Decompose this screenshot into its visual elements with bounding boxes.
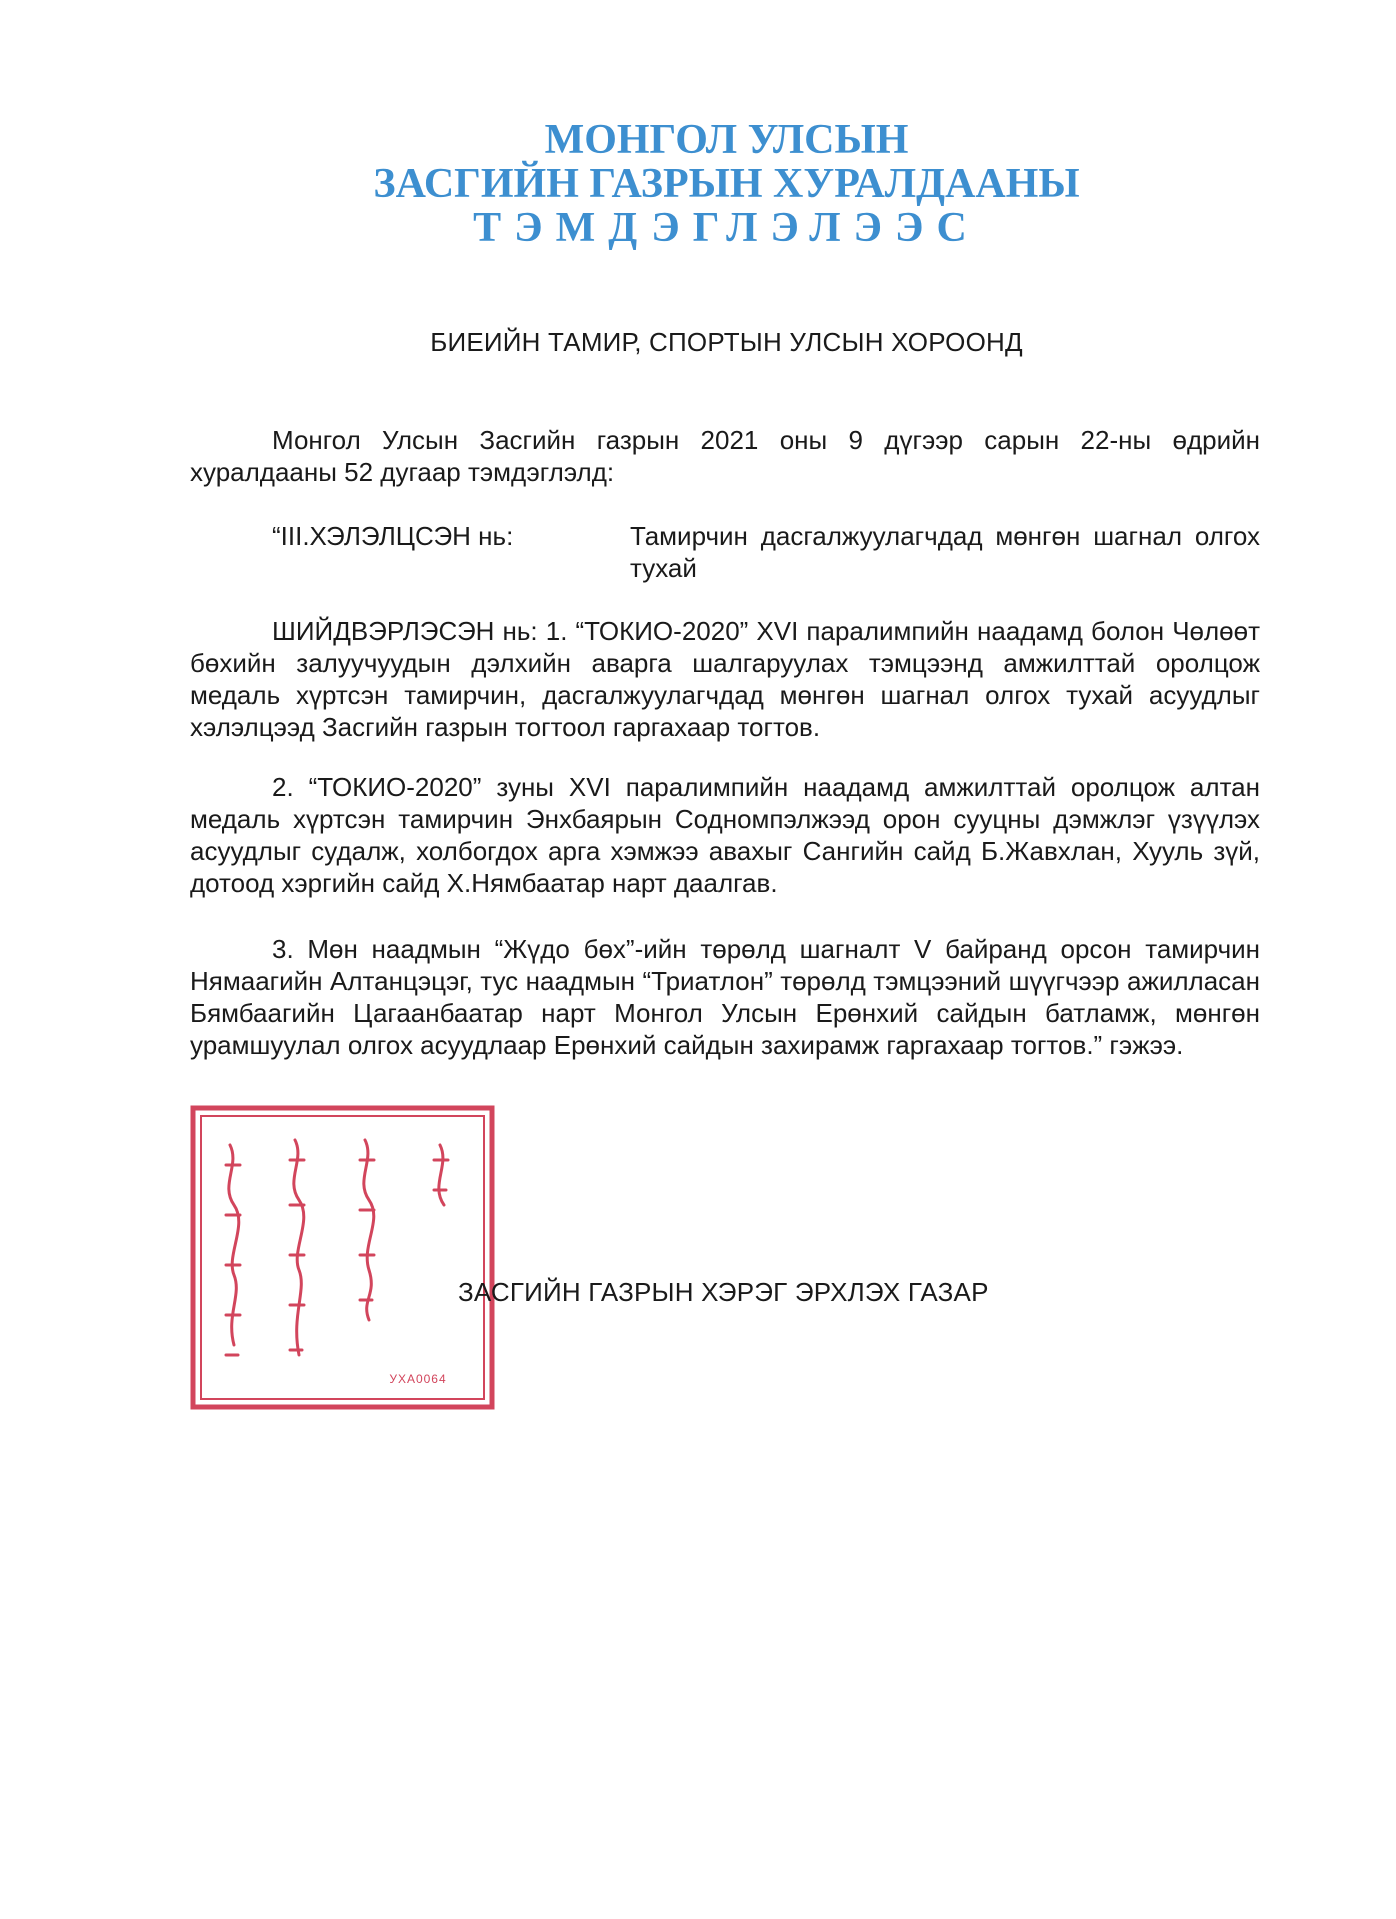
header-line-1: МОНГОЛ УЛСЫН [544, 117, 909, 163]
header-line-2: ЗАСГИЙН ГАЗРЫН ХУРАЛДААНЫ [373, 161, 1080, 207]
decision-paragraph-2: 2. “ТОКИО-2020” зуны XVI паралимпийн наадамд амжилттай оролцож алтан медаль хүртсэн тамирчин Энхбаярын Содномпэлжээд орон сууцны дэмжлэг үзүүлэх асуудлыг судалж, холбогдох арга хэмжээ авахыг Сангийн сайд Б.Жавхлан, Хууль зүй, дотоод хэргийн сайд Х.Нямбаатар нарт даалгав. [190, 772, 1260, 898]
agenda-item-description: Тамирчин дасгалжуулагчдад мөнгөн шагнал олгох тухай [630, 521, 1260, 583]
agenda-item-label: “III.ХЭЛЭЛЦСЭН нь: [272, 521, 514, 551]
addressee: БИЕИЙН ТАМИР, СПОРТЫН УЛСЫН ХОРООНД [430, 327, 1023, 357]
decision-paragraph-3: 3. Мөн наадмын “Жүдо бөх”-ийн төрөлд шагналт V байранд орсон тамирчин Нямаагийн Алтанцэцэг, тус наадмын “Триатлон” төрөлд тэмцээний шүүгчээр ажилласан Бямбаагийн Цагаанбаатар нарт Монгол Улсын Ерөнхий сайдын батламж, мөнгөн урамшуулал олгох асуудлаар Ерөнхий сайдын захирамж гаргахаар тогтов.” гэжээ. [190, 934, 1260, 1060]
document-header [0, 118, 1396, 250]
intro-paragraph: Монгол Улсын Засгийн газрын 2021 оны 9 дүгээр сарын 22-ны өдрийн хуралдааны 52 дугаар тэмдэглэлд: [190, 425, 1260, 487]
svg-text:УХА0064: УХА0064 [389, 1372, 447, 1386]
header-line-3: ТЭМДЭГЛЭЛЭЭС [473, 205, 980, 251]
official-stamp [190, 1105, 495, 1410]
decision-paragraph-1: ШИЙДВЭРЛЭСЭН нь: 1. “ТОКИО-2020” XVI паралимпийн наадамд болон Чөлөөт бөхийн залуучуудын дэлхийн аварга шалгаруулах тэмцээнд амжилттай оролцож медаль хүртсэн тамирчин, дасгалжуулагчдад мөнгөн шагнал олгох тухай асуудлыг хэлэлцээд Засгийн газрын тогтоол гаргахаар тогтов. [190, 616, 1260, 742]
signature-line: ЗАСГИЙН ГАЗРЫН ХЭРЭГ ЭРХЛЭХ ГАЗАР [458, 1277, 989, 1307]
